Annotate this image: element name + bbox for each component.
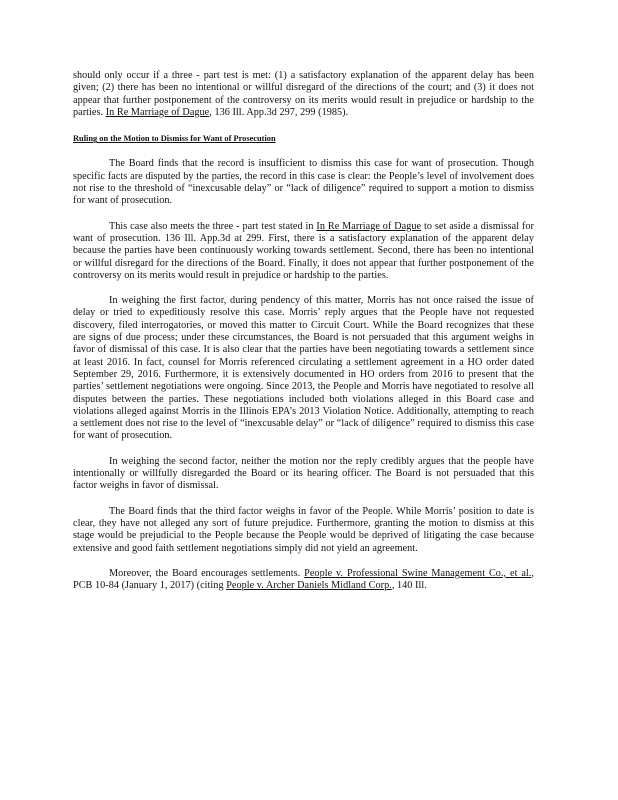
case-citation-swine: People v. Professional Swine Management Co., et al. [304,567,532,579]
paragraph-three-part-test [73,221,534,282]
intro-text-a: should only occur if a three - part test is met: (1) a satisfactory explanation of the apparent delay has been given; (2) there has been no intentional or willful disregard of the directions of the court; and (3) it does not appear that further postponement of the controversy on its merits would result in prejudice or hardship to the parties. [73,70,534,118]
paragraph-settlements [73,568,534,593]
paragraph-record-insufficient: The Board finds that the record is insufficient to dismiss this case for want of prosecution. Though specific facts are disputed by the parties, the record in this case is clear: the People’s level of involvement does not rise to the threshold of “inexcusable delay” or “lack of diligence” required to support a motion to dismiss for want of prosecution. [73,158,534,207]
case-citation-dague: In Re Marriage of Dague [105,106,210,118]
paragraph-2-text-b: to set aside a dismissal for want of prosecution. 136 Ill. App.3d at 299. First, there is a satisfactory explanation of the apparent delay because the parties have been continuously working towards settlement. Second, there has been no intentional or willful disregard for the directions of the Board. Finally, it does not appear that further postponement of the controversy on its merits would result in prejudice or hardship to the parties. [73,220,534,281]
paragraph-6-text-a: Moreover, the Board encourages settlements. [109,567,305,579]
paragraph-third-factor: The Board finds that the third factor weighs in favor of the People. While Morris’ position to date is clear, they have not alleged any sort of future prejudice. Furthermore, granting the motion to dismiss at this stage would be prejudicial to the People because the People would be deprived of litigating the case because extensive and good faith settlement negotiations simply did not yield an agreement. [73,505,534,554]
paragraph-second-factor: In weighing the second factor, neither the motion nor the reply credibly argues that the people have intentionally or willfully disregarded the Board or its hearing officer. The Board is not persuaded that this factor weighs in favor of dismissal. [73,455,534,492]
case-citation-dague-2: In Re Marriage of Dague [316,220,422,232]
section-heading: Ruling on the Motion to Dismiss for Want of Prosecution [73,134,276,144]
paragraph-first-factor: In weighing the first factor, during pendency of this matter, Morris has not once raised the issue of delay or tried to expeditiously resolve this case. Morris’ reply argues that the People have not requested discovery, filed interrogatories, or moved this matter to Circuit Court. While the Board recognizes that these are signs of due process; under these circumstances, the Board is not persuaded that this argument weighs in favor of dismissal of this case. It is also clear that the parties have been negotiating towards a settlement since at least 2016. In fact, counsel for Morris referenced circulating a settlement agreement in a HO order dated September 29, 2016. Furthermore, it is extensively documented in HO orders from 2016 to present that the parties’ settlement negotiations were ongoing. Since 2013, the People and Morris have negotiated to resolve all disputes between the parties. These negotiations included both violations alleged in this Board case and violations alleged against Morris in the Illinois EPA’s 2013 Violation Notice. Additionally, attempting to reach a settlement does not rise to the level of “inexcusable delay” or “lack of diligence” required to dismiss this case for want of prosecution. [73,295,534,442]
case-citation-adm: People v. Archer Daniels Midland Corp. [226,580,392,592]
intro-text-b: , 136 Ill. App.3d 297, 299 (1985). [209,106,349,118]
paragraph-2-text-a: This case also meets the three - part test stated in [109,220,317,232]
paragraph-6-text-b: , PCB 10-84 (January 1, 2017) (citing [73,567,534,592]
intro-paragraph [73,70,534,119]
paragraph-6-text-c: , 140 Ill. [391,580,427,592]
